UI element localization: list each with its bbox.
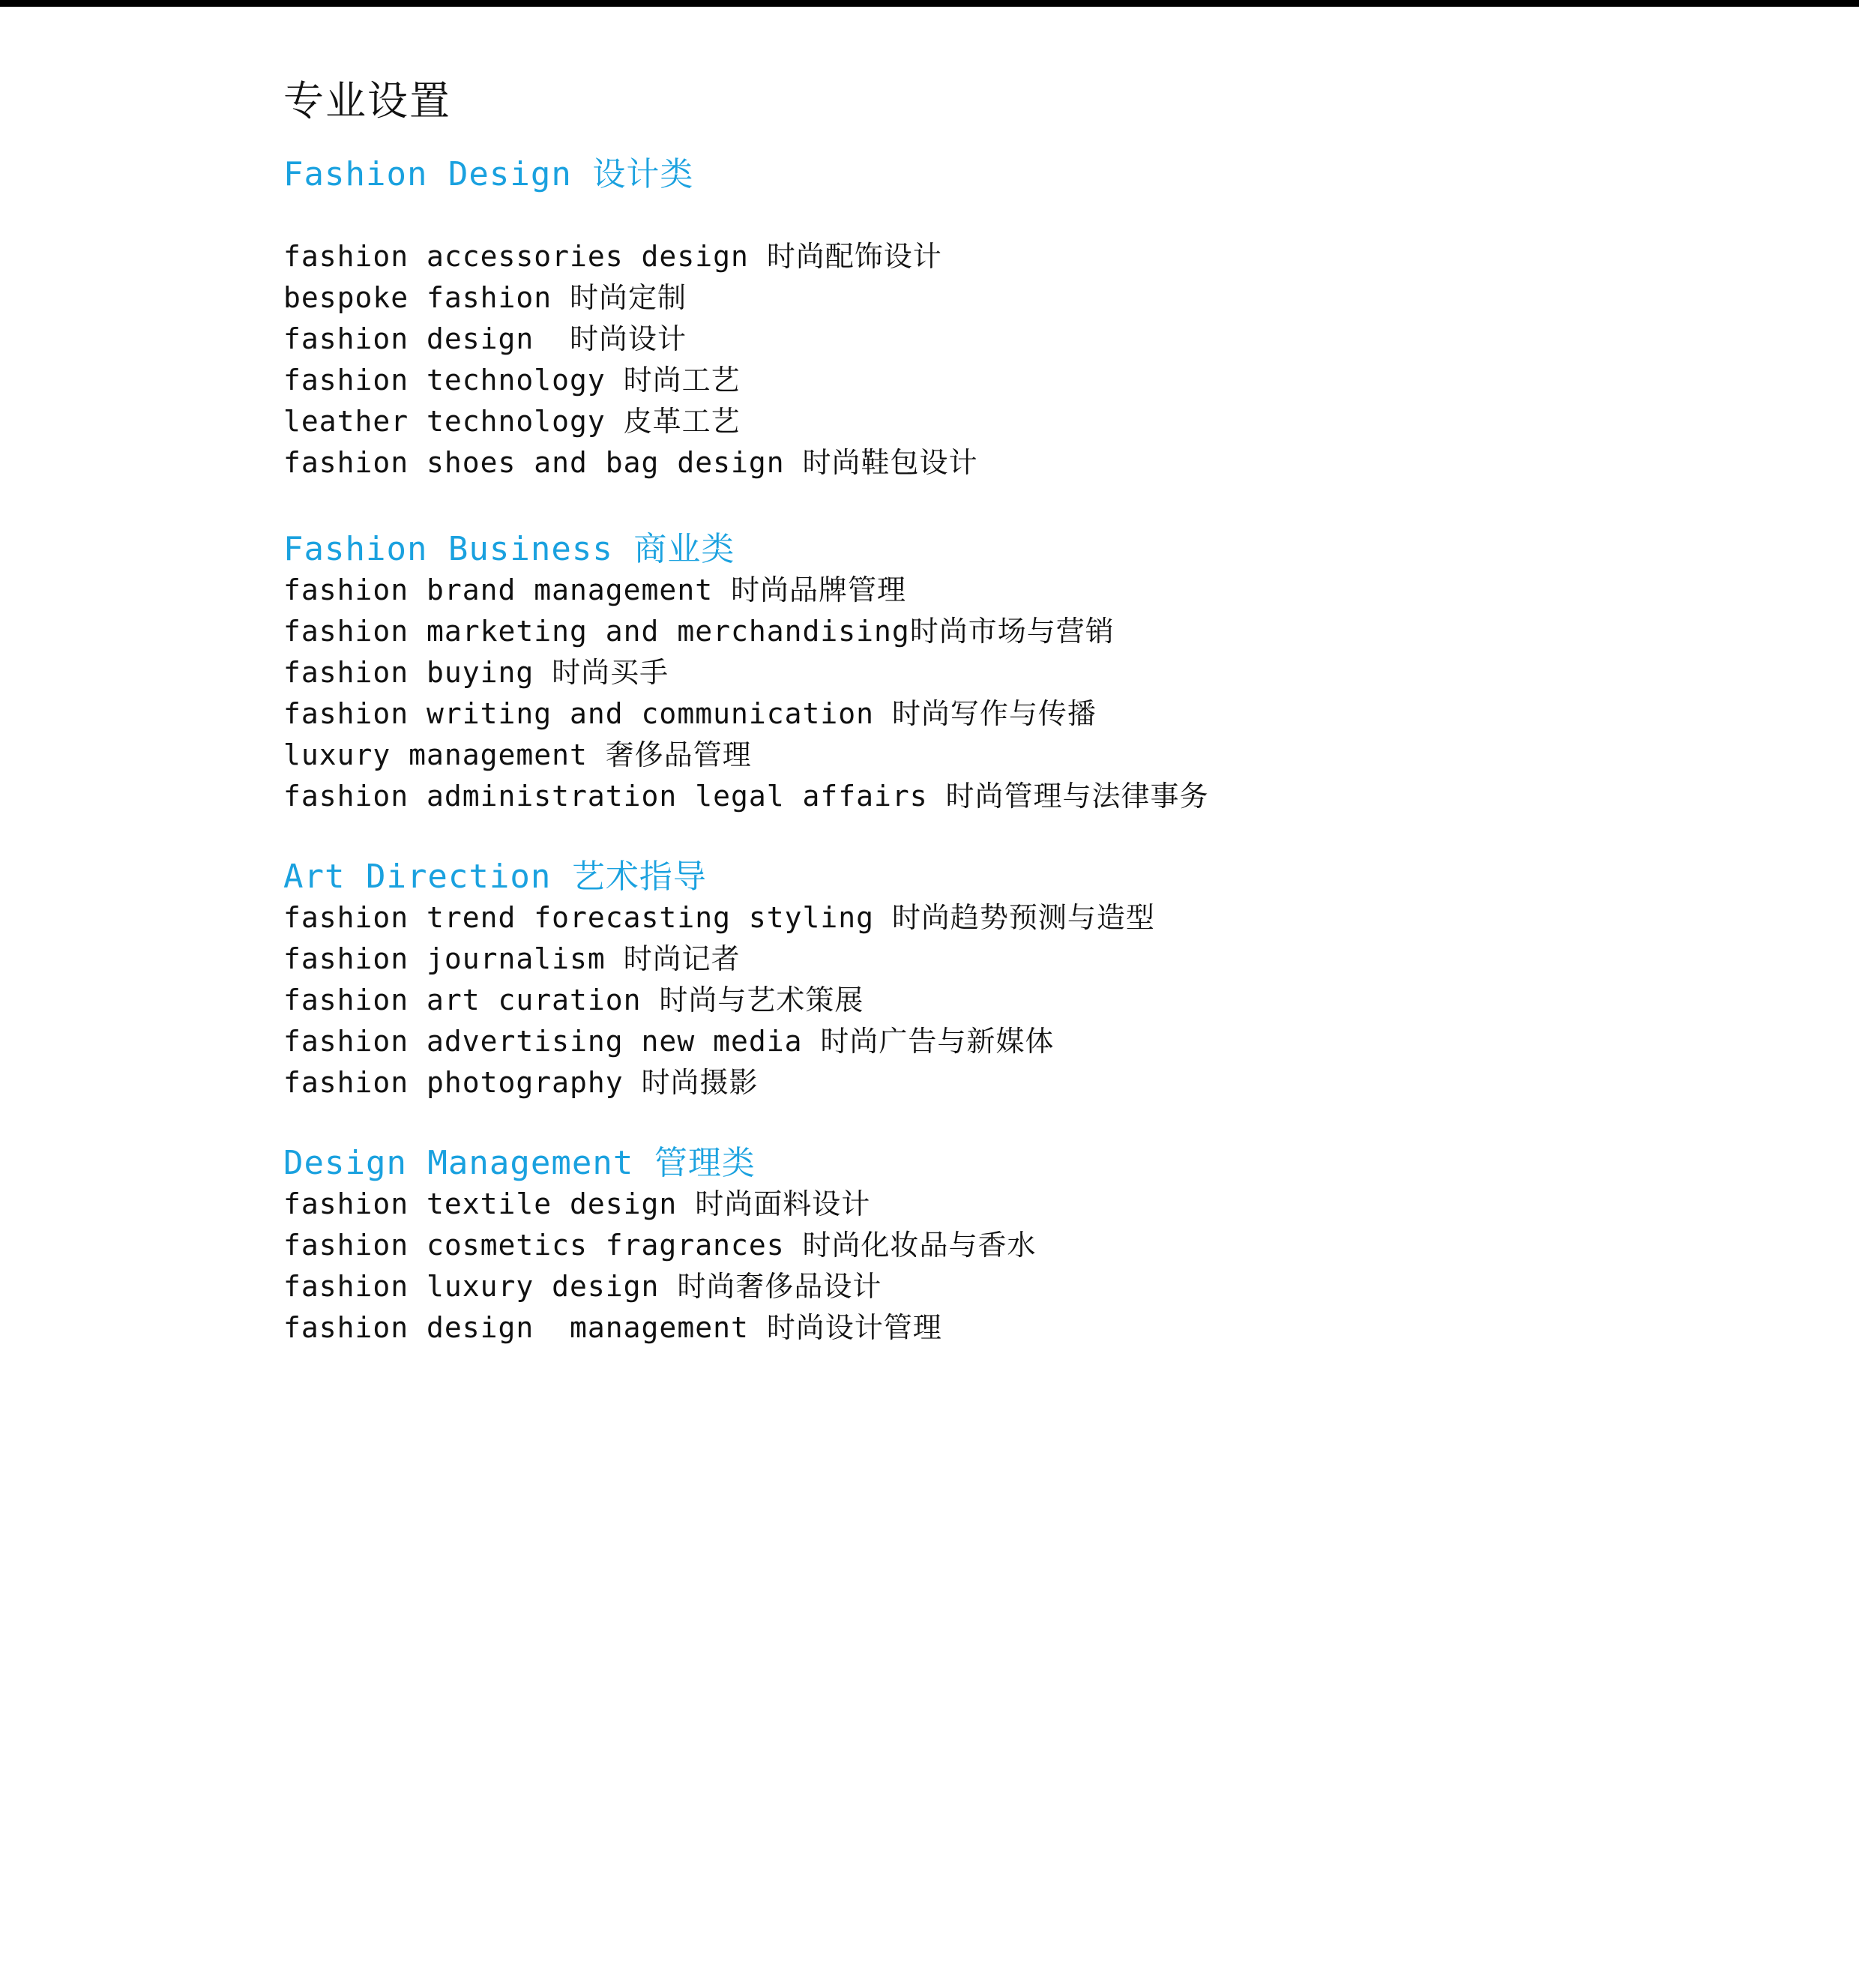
course-item: fashion luxury design 时尚奢侈品设计 <box>283 1270 882 1303</box>
course-item: fashion shoes and bag design 时尚鞋包设计 <box>283 446 978 479</box>
course-list <box>283 236 1783 484</box>
course-item: leather technology 皮革工艺 <box>283 405 741 438</box>
page-content <box>283 71 1783 1349</box>
section-heading: Art Direction 艺术指导 <box>283 858 707 896</box>
course-item: fashion trend forecasting styling 时尚趋势预测与造型 <box>283 901 1155 934</box>
course-item: fashion textile design 时尚面料设计 <box>283 1187 871 1220</box>
course-item: fashion art curation 时尚与艺术策展 <box>283 984 864 1016</box>
top-border-bar <box>0 0 1859 7</box>
course-item: bespoke fashion 时尚定制 <box>283 281 687 314</box>
course-item: fashion writing and communication 时尚写作与传播 <box>283 697 1097 730</box>
course-item: fashion buying 时尚买手 <box>283 656 669 689</box>
section-fashion-business <box>283 528 1783 817</box>
section-heading: Fashion Business 商业类 <box>283 530 735 568</box>
course-list <box>283 1184 1783 1349</box>
course-item: luxury management 奢侈品管理 <box>283 738 752 771</box>
course-item: fashion marketing and merchandising时尚市场与营销 <box>283 615 1115 648</box>
course-item: fashion brand management 时尚品牌管理 <box>283 573 906 606</box>
section-design-management <box>283 1142 1783 1349</box>
course-item: fashion photography 时尚摄影 <box>283 1066 759 1099</box>
section-heading: Design Management 管理类 <box>283 1144 756 1182</box>
course-item: fashion cosmetics fragrances 时尚化妆品与香水 <box>283 1229 1037 1262</box>
page-title: 专业设置 <box>283 77 451 124</box>
course-item: fashion accessories design 时尚配饰设计 <box>283 240 942 273</box>
course-item: fashion journalism 时尚记者 <box>283 942 741 975</box>
course-list <box>283 570 1783 817</box>
course-list <box>283 897 1783 1103</box>
section-art-direction <box>283 856 1783 1103</box>
course-item: fashion advertising new media 时尚广告与新媒体 <box>283 1025 1055 1058</box>
section-heading: Fashion Design 设计类 <box>283 155 694 193</box>
course-item: fashion design management 时尚设计管理 <box>283 1311 942 1344</box>
course-item: fashion design 时尚设计 <box>283 322 687 355</box>
course-item: fashion administration legal affairs 时尚管理与法律事务 <box>283 780 1209 813</box>
section-fashion-design <box>283 154 1783 484</box>
course-item: fashion technology 时尚工艺 <box>283 364 741 397</box>
